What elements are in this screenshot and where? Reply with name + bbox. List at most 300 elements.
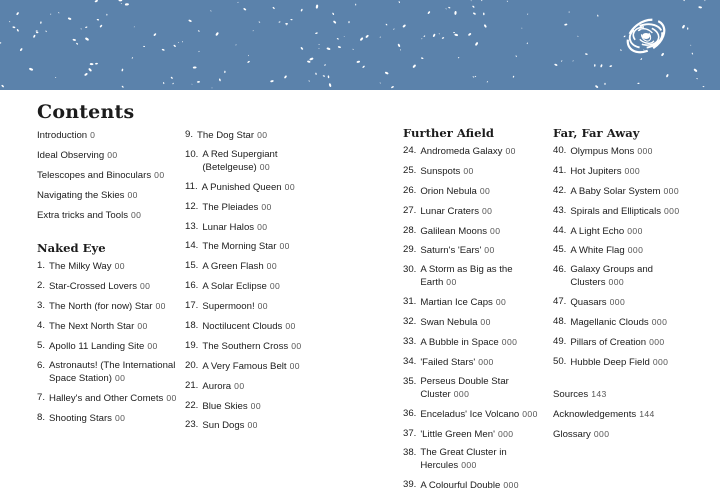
star-speck [170,76,173,79]
star-speck [328,75,330,78]
star-speck [333,20,337,24]
entry-page-number: 00 [463,165,474,176]
star-speck [45,30,47,32]
contents-entry[interactable] [185,360,310,373]
star-speck [121,85,124,88]
contents-entry[interactable] [37,360,177,385]
star-speck [307,60,311,63]
entry-page-number: 00 [154,169,165,180]
star-speck [487,81,489,83]
star-speck [315,72,317,75]
far-far-away-list [553,145,693,369]
entry-number: 42. [553,184,567,196]
entry-page-number: 000 [651,317,668,328]
entry-title: A Green Flash [202,261,264,273]
entry-title: Hot Jupiters [570,165,622,177]
entry-page-number: 000 [624,165,641,176]
star-speck [163,82,165,84]
entry-title: Apollo 11 Landing Site [49,341,145,353]
star-speck [182,41,183,42]
entry-number: 20. [185,359,199,371]
star-speck [300,8,303,11]
contents-entry[interactable] [185,221,310,234]
star-speck [172,83,174,85]
contents-entry[interactable] [37,300,177,313]
star-speck [453,32,455,33]
entry-title: Perseus Double Star Cluster [420,375,509,400]
star-speck [76,42,79,44]
contents-entry[interactable] [403,479,543,492]
star-speck [604,83,605,85]
contents-entry[interactable] [403,165,543,178]
star-speck [391,86,394,89]
star-speck [50,13,51,14]
entry-number: 36. [403,407,417,419]
contents-entry[interactable] [37,129,177,142]
star-speck [666,74,669,78]
entry-page-number: 00 [127,189,138,200]
star-speck [348,21,349,23]
star-speck [643,49,644,50]
contents-entry[interactable] [553,336,693,349]
section-heading-naked-eye: Naked Eye [37,241,106,256]
star-speck [215,32,219,36]
star-speck [554,63,558,66]
entry-title: A Colourful Double [420,480,501,492]
entry-number: 37. [403,427,417,439]
contents-entry[interactable] [553,264,693,289]
entry-number: 33. [403,336,417,348]
star-speck [691,52,693,54]
entry-title: Introduction [37,130,88,141]
entry-page-number: 00 [482,205,493,216]
entry-number: 8. [37,411,46,423]
star-speck [278,21,280,23]
star-speck [515,55,517,57]
entry-title: Extra tricks and Tools [37,209,128,221]
contents-entry[interactable] [553,225,693,238]
star-speck [458,57,460,59]
entry-page-number: 000 [501,337,518,348]
entry-page-number: 00 [279,241,290,252]
entry-title: The Next North Star [49,321,135,333]
entry-title: Halley's and Other Comets [49,392,164,404]
entry-page-number: 00 [257,130,268,140]
contents-entry[interactable] [403,336,543,349]
entry-number: 39. [403,479,417,491]
entry-number: 9. [185,129,194,140]
contents-entry[interactable] [553,244,693,257]
star-speck [119,0,123,1]
star-speck [33,34,36,38]
entry-page-number: 00 [495,297,507,308]
contents-entry[interactable] [37,169,177,182]
star-speck [338,46,342,49]
contents-entry[interactable] [403,316,543,329]
star-speck [90,63,94,65]
entry-number: 26. [403,184,417,196]
section-heading-far-far-away: Far, Far Away [553,126,640,140]
contents-entry[interactable] [403,244,543,257]
contents-entry[interactable] [37,340,177,353]
contents-entry[interactable] [553,165,693,178]
entry-title: Sun Dogs [202,420,245,432]
entry-page-number: 000 [627,225,643,236]
contents-entry[interactable] [185,149,310,174]
star-speck [474,76,476,78]
spiral-galaxy-icon [622,13,671,59]
entry-number: 2. [37,280,46,292]
entry-page-number: 00 [250,400,262,411]
entry-title: The North (for now) Star [49,301,153,313]
star-speck [687,27,688,29]
contents-entry[interactable] [37,260,177,273]
contents-entry[interactable] [553,408,693,421]
star-speck [99,24,102,27]
entry-title: Aurora [202,380,232,392]
contents-entry[interactable] [185,400,310,413]
star-speck [400,49,401,51]
entry-title: A Punished Queen [201,181,282,193]
entry-page-number: 00 [291,340,302,351]
contents-entry[interactable] [553,205,693,218]
contents-entry[interactable] [185,260,310,273]
star-speck [12,26,15,28]
entry-page-number: 00 [247,420,258,431]
entry-title: Glossary [553,428,591,440]
contents-entry[interactable] [403,408,543,421]
entry-number: 5. [37,340,46,352]
entry-number: 44. [553,224,567,236]
contents-entry[interactable] [403,428,543,441]
star-speck [316,4,319,8]
contents-entry[interactable] [185,380,310,393]
star-speck [97,19,100,21]
entry-page-number: 00 [285,321,296,332]
contents-entry[interactable] [37,412,177,425]
star-speck [683,0,685,1]
star-speck [527,13,529,14]
star-speck [285,23,288,25]
entry-number: 38. [403,447,417,459]
contents-entry[interactable] [37,209,177,222]
star-speck [637,83,639,85]
contents-entry[interactable] [403,185,543,198]
entry-number: 49. [553,336,567,348]
star-speck [309,57,314,61]
star-speck [412,64,416,68]
star-speck [270,80,274,83]
star-speck [454,33,458,36]
section-heading-further-afield: Further Afield [403,126,494,140]
contents-entry[interactable] [37,320,177,333]
contents-entry[interactable] [553,316,693,329]
star-speck [640,58,642,60]
entry-number: 48. [553,316,567,328]
entry-number: 16. [185,280,199,292]
star-speck [585,53,588,55]
star-speck [143,46,145,47]
star-speck [402,24,406,28]
entry-page-number: 00 [490,225,501,236]
star-speck [318,44,319,45]
contents-entry[interactable] [553,356,693,369]
star-speck [445,8,446,9]
star-speck [481,0,482,1]
star-speck [192,84,193,85]
entry-page-number: 000 [478,356,494,367]
contents-entry[interactable] [403,296,543,309]
star-speck [380,37,382,38]
star-speck [439,33,440,34]
star-speck [398,1,400,3]
star-speck [698,6,702,9]
entry-page-number: 00 [479,185,491,196]
star-speck [393,28,395,30]
star-speck [472,5,475,8]
entry-title: The Great Cluster in Hercules [420,447,507,472]
star-speck [337,38,340,40]
star-speck [197,81,200,83]
entry-page-number: 00 [289,360,300,371]
entry-page-number: 00 [114,372,126,383]
contents-entry[interactable] [553,428,693,441]
star-speck [693,68,697,72]
entry-title: Navigating the Skies [37,189,125,201]
star-speck [620,49,622,51]
star-speck [253,30,254,31]
back-matter-list [553,388,693,441]
star-speck [564,23,567,25]
star-speck [162,49,165,52]
entry-number: 3. [37,300,46,312]
star-speck [9,21,10,23]
contents-entry[interactable] [403,356,543,369]
entry-number: 12. [185,200,199,212]
star-speck [248,55,249,56]
entry-number: 46. [553,264,567,276]
contents-entry[interactable] [37,280,177,293]
entry-title: Noctilucent Clouds [202,321,283,333]
entry-number: 35. [403,375,417,387]
contents-entry[interactable] [553,145,693,158]
star-speck [84,73,88,77]
entry-number: 28. [403,224,417,236]
contents-entry[interactable] [553,185,693,198]
contents-entry[interactable] [185,419,310,432]
star-speck [475,42,479,46]
entry-page-number: 00 [284,181,295,192]
star-speck [193,66,197,68]
star-speck [106,14,107,16]
star-speck [568,12,570,13]
entry-number: 24. [403,145,417,156]
contents-entry[interactable] [37,149,177,162]
entry-number: 6. [37,359,46,371]
entry-page-number: 000 [663,185,680,196]
entry-page-number: 143 [591,388,607,399]
contents-entry[interactable] [403,264,543,289]
contents-entry[interactable] [403,205,543,218]
entry-number: 23. [185,419,199,431]
entry-title: Pillars of Creation [570,337,647,349]
entry-title: 'Failed Stars' [420,356,476,368]
star-speck [703,86,705,87]
star-speck [324,64,326,66]
entry-page-number: 0 [90,130,96,140]
contents-entry[interactable] [185,280,310,293]
entry-number: 43. [553,204,567,216]
star-speck [16,12,19,16]
contents-entry[interactable] [185,181,310,194]
star-speck [468,33,472,37]
star-speck [362,65,365,68]
contents-column-1 [37,129,177,432]
contents-entry[interactable] [185,340,310,353]
entry-title: Star-Crossed Lovers [49,281,137,293]
star-speck [40,21,42,24]
star-speck [68,17,72,20]
entry-title: A White Flag [570,245,625,257]
star-speck [473,12,477,15]
entry-number: 19. [185,339,199,351]
contents-entry[interactable] [553,388,693,401]
entry-title: Spirals and Ellipticals [570,205,661,217]
star-speck [332,12,335,15]
entry-title: Astronauts! (The International Space Station) [49,359,176,384]
entry-number: 27. [403,204,417,216]
entry-page-number: 00 [155,301,166,312]
star-speck [29,67,34,71]
entry-title: A Storm as Big as the Earth [420,264,513,289]
star-speck [134,26,135,27]
contents-entry[interactable] [553,296,693,309]
entry-number: 34. [403,355,417,367]
star-speck [690,45,691,46]
star-speck [153,33,156,37]
star-speck [36,32,39,33]
star-speck [572,60,573,61]
star-speck [272,7,275,10]
contents-entry[interactable] [185,240,310,253]
contents-column-3 [403,127,543,499]
star-speck [380,82,381,83]
star-speck [258,21,260,23]
entry-title: Saturn's 'Ears' [420,245,482,257]
entry-title: A Solar Eclipse [202,281,267,293]
entry-page-number: 00 [269,281,281,292]
star-speck [661,53,665,57]
entry-page-number: 000 [652,356,669,367]
entry-title: Supermoon! [202,301,255,313]
star-speck [20,48,23,52]
contents-entry[interactable] [37,392,177,405]
star-speck [365,34,369,38]
star-speck [131,57,133,59]
star-speck [442,37,445,39]
entry-page-number: 000 [522,408,538,419]
entry-page-number: 00 [137,321,148,332]
star-speck [85,37,90,41]
contents-entry[interactable] [185,201,310,214]
entry-title: Swan Nebula [420,317,478,329]
star-speck [224,71,225,74]
entry-page-number: 000 [593,428,610,439]
entry-number: 14. [185,240,199,252]
contents-entry[interactable] [403,447,543,472]
star-speck [1,84,4,87]
entry-page-number: 00 [480,317,491,328]
star-speck [432,33,435,37]
star-speck [594,64,596,67]
entry-number: 40. [553,145,567,156]
entry-title: Andromeda Galaxy [420,146,503,157]
galaxy-core [642,33,650,39]
star-speck [243,8,247,11]
entry-number: 17. [185,300,199,312]
star-speck [704,0,705,1]
star-speck [210,10,212,11]
contents-entry[interactable] [403,376,543,401]
star-speck [72,39,76,42]
star-speck [323,75,326,77]
entry-title: 'Little Green Men' [420,428,495,440]
entry-page-number: 00 [140,281,151,292]
entry-title: The Dog Star [197,130,255,141]
entry-page-number: 000 [608,277,625,288]
star-speck [315,32,318,34]
entry-page-number: 00 [257,301,268,312]
further-afield-list [403,145,543,492]
star-speck [125,3,129,6]
star-speck [427,11,430,15]
entry-title: Enceladus' Ice Volcano [420,408,520,420]
star-speck [522,28,523,29]
contents-entry[interactable] [403,225,543,238]
contents-entry[interactable] [185,300,310,313]
entry-number: 50. [553,355,567,367]
star-speck [421,57,424,59]
star-speck [609,65,612,67]
entry-title: The Morning Star [202,241,277,253]
entry-title: A Red Supergiant (Betelgeuse) [202,148,278,173]
star-speckles [0,0,720,90]
star-speck [421,38,422,39]
star-speck [561,60,563,62]
entry-title: Magellanic Clouds [570,317,649,329]
star-speck [290,19,292,20]
entry-title: Olympus Mons [570,146,635,157]
entry-title: Shooting Stars [49,412,112,424]
entry-title: Quasars [570,297,607,309]
entry-title: Martian Ice Caps [420,297,493,309]
star-speck [284,75,287,79]
star-speck [198,51,199,53]
star-speck [472,76,474,78]
contents-entry[interactable] [37,189,177,202]
entry-page-number: 00 [484,245,495,256]
entry-page-number: 00 [114,261,125,272]
contents-entry[interactable] [185,320,310,333]
star-speck [527,42,529,44]
entry-page-number: 000 [453,388,470,399]
star-speck [121,68,123,71]
entry-title: A Baby Solar System [570,185,661,197]
contents-entry[interactable] [403,145,543,158]
contents-entry[interactable] [185,129,310,142]
star-speck [55,77,56,78]
star-speck [94,0,98,3]
